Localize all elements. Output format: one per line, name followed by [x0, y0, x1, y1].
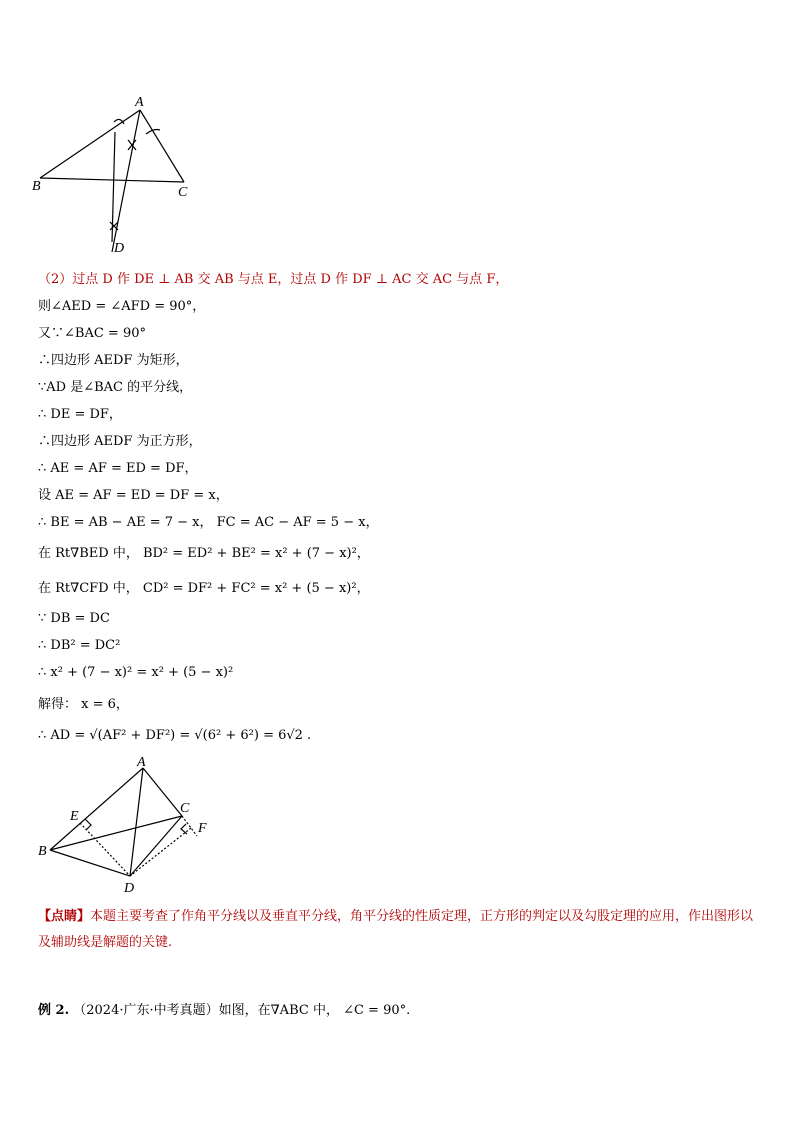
- vertex-a-label: A: [137, 755, 146, 770]
- side-bc: [40, 178, 184, 182]
- right-angle-f: [181, 824, 187, 834]
- segment-fd: [130, 828, 191, 876]
- comment-paragraph: [38, 904, 756, 956]
- segment-cd: [130, 816, 182, 876]
- comment-text: 本题主要考查了作角平分线以及垂直平分线，角平分线的性质定理，正方形的判定以及勾股定理的应用，作出图形以及辅助线是解题的关键.: [38, 909, 754, 950]
- solution-line-2: 则∠AED = ∠AFD = 90°，: [38, 299, 206, 314]
- solution-line-17: ∴ AD = √(AF² + DF²) = √(6² + 6²) = 6√2 .: [38, 728, 312, 743]
- vertex-c-label: C: [180, 801, 190, 816]
- segment-ad: [130, 768, 143, 876]
- auxiliary-figure: [30, 754, 230, 899]
- solution-line-8: ∴ AE = AF = ED = DF，: [38, 461, 198, 476]
- vertex-c-label: C: [178, 185, 188, 200]
- solution-line-6: ∴ DE = DF，: [38, 407, 122, 422]
- solution-line-1: （2）过点 D 作 DE ⊥ AB 交 AB 与点 E，过点 D 作 DF ⊥ AC 交 AC 与点 F，: [38, 272, 509, 287]
- segment-bd: [50, 850, 130, 876]
- solution-line-3: 又∵∠BAC = 90°: [38, 326, 146, 341]
- solution-line-14: ∴ DB² = DC²: [38, 638, 121, 653]
- solution-line-13: ∵ DB = DC: [38, 611, 110, 626]
- solution-line-9: 设 AE = AF = ED = DF = x，: [38, 488, 229, 503]
- example-text: （2024·广东·中考真题）如图，在∇ABC 中， ∠C = 90°.: [73, 1003, 411, 1018]
- solution-line-12: 在 Rt∇CFD 中， CD² = DF² + FC² = x² + (5 − x)²，: [38, 581, 370, 596]
- example-heading: [38, 1002, 410, 1020]
- comment-tag: 【点睛】: [38, 909, 91, 924]
- solution-line-4: ∴四边形 AEDF 为矩形，: [38, 353, 189, 368]
- solution-line-5: ∵AD 是∠BAC 的平分线，: [38, 380, 193, 395]
- segment-ac: [143, 768, 182, 816]
- solution-line-16: 解得： x = 6，: [38, 697, 129, 712]
- vertex-b-label: B: [38, 844, 47, 859]
- solution-line-11: 在 Rt∇BED 中， BD² = ED² + BE² = x² + (7 − x)²，: [38, 546, 370, 561]
- solution-line-7: ∴四边形 AEDF 为正方形，: [38, 434, 202, 449]
- solution-line-10: ∴ BE = AB − AE = 7 − x， FC = AC − AF = 5 − x，: [38, 515, 379, 530]
- point-e-label: E: [70, 809, 79, 824]
- construction-figure: [30, 92, 200, 262]
- point-d-label: D: [124, 881, 135, 896]
- right-angle-e: [85, 819, 91, 830]
- side-ab: [40, 110, 140, 178]
- point-f-label: F: [198, 821, 207, 836]
- example-label: 例 2.: [38, 1003, 70, 1018]
- point-d-label: D: [114, 241, 125, 256]
- vertex-b-label: B: [32, 179, 41, 194]
- arc-mark: [114, 119, 124, 124]
- solution-line-15: ∴ x² + (7 − x)² = x² + (5 − x)²: [38, 665, 234, 680]
- vertex-a-label: A: [135, 95, 144, 110]
- side-ac: [140, 110, 184, 182]
